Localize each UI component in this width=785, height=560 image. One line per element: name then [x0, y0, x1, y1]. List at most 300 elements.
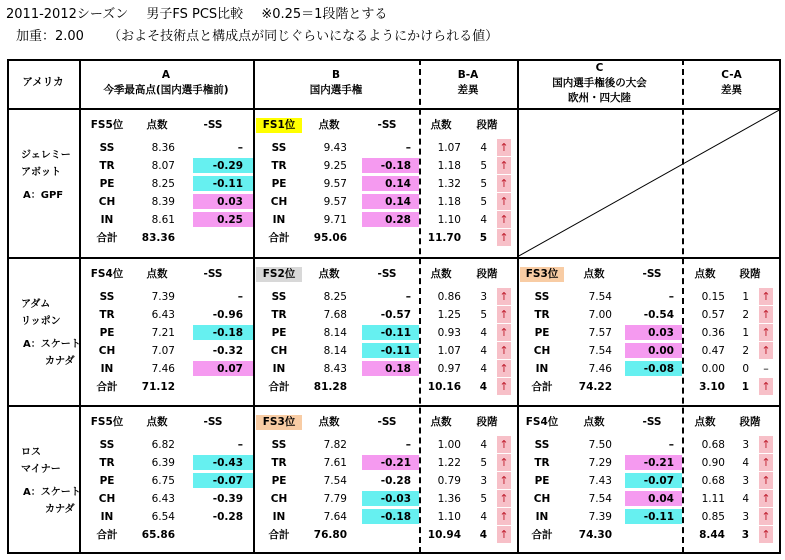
col-ca-letter: C-A: [721, 69, 742, 81]
ss-col-header: -SS: [642, 268, 662, 280]
b-ss: [361, 526, 411, 544]
ss-col-header: -SS: [377, 119, 397, 131]
ca-arrow: ↑: [759, 324, 773, 341]
b-score: 9.25: [323, 160, 347, 172]
ba-arrow: ↑: [497, 157, 511, 174]
steps-col-header: 段階: [476, 268, 498, 280]
ba-diff: 1.32: [437, 178, 461, 190]
ba-diff: 0.93: [437, 327, 461, 339]
row-label: SS: [534, 291, 550, 303]
col-a-letter: A: [161, 69, 171, 81]
ca-steps: 4: [742, 493, 749, 505]
b-ss: -0.03: [380, 493, 411, 505]
b-ss: [361, 378, 411, 396]
rank-label: FS3位: [262, 416, 296, 428]
a-score: 7.46: [151, 363, 175, 375]
row-label: 合計: [531, 529, 553, 541]
b-ss: -0.11: [380, 345, 411, 357]
ca-arrow: ↑: [759, 306, 773, 323]
score-col-header: 点数: [430, 268, 452, 280]
ba-diff: 10.16: [427, 381, 461, 393]
c-score: 7.46: [588, 363, 612, 375]
ca-arrow: ↑: [759, 342, 773, 359]
a-ss: -0.32: [212, 345, 243, 357]
b-ss: -0.18: [380, 160, 411, 172]
row-label: PE: [271, 178, 287, 190]
row-label: PE: [99, 475, 115, 487]
a-score: 8.07: [151, 160, 175, 172]
ba-diff: 1.07: [437, 142, 461, 154]
ba-arrow: ↑: [497, 342, 511, 359]
c-score: 74.22: [578, 381, 612, 393]
ba-steps: 4: [480, 363, 487, 375]
score-col-header: 点数: [583, 268, 605, 280]
score-col-header: 点数: [430, 119, 452, 131]
c-score: 7.43: [588, 475, 612, 487]
skater-affiliation-line2: カナダ: [45, 504, 75, 515]
b-score: 95.06: [313, 232, 347, 244]
col-c-title1: 国内選手権後の大会: [552, 77, 647, 89]
a-ss: -0.07: [212, 475, 243, 487]
ba-steps: 4: [480, 345, 487, 357]
c-score: 7.00: [588, 309, 612, 321]
row-label: IN: [272, 363, 286, 375]
b-ss: 0.14: [385, 196, 411, 208]
ba-diff: 1.10: [437, 214, 461, 226]
a-score: 83.36: [141, 232, 175, 244]
skater-name-line1: ジェレミー: [21, 150, 71, 161]
b-ss: -0.18: [380, 511, 411, 523]
c-ss: [624, 378, 674, 396]
ca-steps: 2: [742, 345, 749, 357]
b-ss: -0.28: [380, 475, 411, 487]
weight-note: （およそ技術点と構成点が同じぐらいになるようにかけられる値）: [108, 29, 499, 44]
ba-steps: 3: [480, 291, 487, 303]
score-col-header: 点数: [146, 119, 168, 131]
row-label: PE: [99, 178, 115, 190]
c-score: 7.54: [588, 345, 612, 357]
a-ss: 0.03: [217, 196, 243, 208]
a-ss: -0.43: [212, 457, 243, 469]
ca-diff: 0.85: [701, 511, 725, 523]
page-title: [6, 3, 401, 22]
c-score: 7.54: [588, 291, 612, 303]
b-score: 9.57: [323, 196, 347, 208]
row-label: SS: [271, 291, 287, 303]
row-label: 合計: [531, 381, 553, 393]
rank-label: FS4位: [525, 416, 559, 428]
row-label: PE: [534, 327, 550, 339]
b-ss: -0.11: [380, 327, 411, 339]
a-ss: -0.18: [212, 327, 243, 339]
col-c-title2: 欧州・四大陸: [568, 92, 631, 104]
skater-name-line2: マイナー: [21, 464, 61, 475]
ba-diff: 0.97: [437, 363, 461, 375]
ba-arrow: ↑: [497, 288, 511, 305]
ba-steps: 4: [480, 439, 487, 451]
ca-steps: 4: [742, 457, 749, 469]
a-ss: -0.39: [212, 493, 243, 505]
row-label: CH: [98, 196, 116, 208]
row-label: CH: [98, 493, 116, 505]
b-ss: –: [405, 291, 411, 303]
ca-arrow: ↑: [759, 472, 773, 489]
c-ss: -0.08: [643, 363, 674, 375]
score-col-header: 点数: [146, 268, 168, 280]
ca-steps: 1: [741, 381, 749, 393]
steps-col-header: 段階: [476, 416, 498, 428]
ba-arrow: ↑: [497, 360, 511, 377]
b-score: 7.82: [323, 439, 347, 451]
a-ss: 0.07: [217, 363, 243, 375]
ba-steps: 4: [480, 214, 487, 226]
steps-col-header: 段階: [739, 416, 761, 428]
b-score: 7.68: [323, 309, 347, 321]
ba-steps: 3: [480, 475, 487, 487]
a-score: 65.86: [141, 529, 175, 541]
ba-arrow: ↑: [497, 193, 511, 210]
ca-arrow: ↑: [759, 378, 773, 395]
row-label: SS: [534, 439, 550, 451]
ca-diff: 0.36: [701, 327, 725, 339]
b-ss: 0.14: [385, 178, 411, 190]
a-ss: –: [237, 439, 243, 451]
ca-steps: 0: [742, 363, 749, 375]
steps-col-header: 段階: [476, 119, 498, 131]
ca-arrow: ↑: [759, 436, 773, 453]
ba-diff: 1.10: [437, 511, 461, 523]
skater-affiliation-line1: A：スケート: [23, 339, 81, 350]
row-label: IN: [100, 214, 114, 226]
row-label: PE: [271, 475, 287, 487]
ca-steps: 3: [741, 529, 749, 541]
col-a-title: 今季最高点(国内選手権前): [103, 84, 229, 96]
step-note: ※0.25＝1段階とする: [261, 7, 388, 22]
b-score: 8.14: [323, 327, 347, 339]
score-col-header: 点数: [318, 119, 340, 131]
skater-name-line2: リッポン: [21, 316, 61, 327]
ca-diff: 0.47: [701, 345, 725, 357]
b-score: 9.71: [323, 214, 347, 226]
a-ss: -0.96: [212, 309, 243, 321]
rank-label: FS5位: [90, 119, 124, 131]
ba-arrow: ↑: [497, 211, 511, 228]
row-label: SS: [271, 142, 287, 154]
b-score: 9.57: [323, 178, 347, 190]
ba-steps: 4: [480, 511, 487, 523]
a-score: 6.82: [151, 439, 175, 451]
ca-arrow: ↑: [759, 454, 773, 471]
ca-diff: 8.44: [699, 529, 725, 541]
row-label: SS: [271, 439, 287, 451]
ba-arrow: ↑: [497, 139, 511, 156]
b-score: 8.25: [323, 291, 347, 303]
c-ss: -0.11: [643, 511, 674, 523]
skater-affiliation-line1: A：GPF: [23, 190, 64, 201]
row-label: TR: [271, 457, 287, 469]
a-ss: -0.29: [212, 160, 243, 172]
row-label: CH: [533, 493, 551, 505]
a-ss: –: [237, 291, 243, 303]
c-score: 7.54: [588, 493, 612, 505]
c-score: 74.30: [578, 529, 612, 541]
ca-diff: 0.68: [701, 475, 725, 487]
row-label: SS: [99, 439, 115, 451]
ca-diff: 3.10: [699, 381, 725, 393]
score-col-header: 点数: [694, 416, 716, 428]
ba-steps: 5: [480, 493, 487, 505]
ba-arrow: ↑: [497, 324, 511, 341]
score-col-header: 点数: [146, 416, 168, 428]
ca-diff: 0.00: [701, 363, 725, 375]
score-col-header: 点数: [318, 268, 340, 280]
skater-affiliation-line1: A：スケート: [23, 487, 81, 498]
col-b-title: 国内選手権: [309, 84, 363, 96]
row-label: PE: [534, 475, 550, 487]
c-ss: –: [668, 291, 674, 303]
row-label: CH: [98, 345, 116, 357]
ca-steps: 3: [742, 439, 749, 451]
row-label: IN: [272, 511, 286, 523]
ba-steps: 5: [480, 178, 487, 190]
b-score: 81.28: [313, 381, 347, 393]
steps-col-header: 段階: [739, 268, 761, 280]
ba-steps: 5: [480, 309, 487, 321]
a-score: 8.25: [151, 178, 175, 190]
ba-arrow: ↑: [497, 490, 511, 507]
b-ss: –: [405, 142, 411, 154]
ba-arrow: ↑: [497, 508, 511, 525]
ss-col-header: -SS: [203, 416, 223, 428]
b-ss: 0.18: [385, 363, 411, 375]
score-col-header: 点数: [694, 268, 716, 280]
ba-steps: 5: [480, 457, 487, 469]
ba-steps: 5: [480, 196, 487, 208]
ba-arrow: ↑: [497, 229, 511, 246]
score-col-header: 点数: [318, 416, 340, 428]
row-label: CH: [533, 345, 551, 357]
col-ba-letter: B-A: [457, 69, 479, 81]
ba-steps: 5: [480, 160, 487, 172]
c-ss: 0.00: [648, 345, 674, 357]
skater-name-line1: アダム: [21, 299, 51, 310]
a-score: 6.39: [151, 457, 175, 469]
a-ss: [193, 378, 243, 396]
a-ss: -0.11: [212, 178, 243, 190]
ca-arrow: ↑: [759, 526, 773, 543]
ba-diff: 1.18: [437, 196, 461, 208]
empty-cell-diagonal: [517, 109, 781, 257]
row-label: 合計: [96, 381, 118, 393]
rank-label: FS1位: [262, 119, 296, 131]
a-ss: -0.28: [212, 511, 243, 523]
a-score: 6.43: [151, 493, 175, 505]
ba-steps: 5: [479, 232, 487, 244]
ba-arrow: ↑: [497, 454, 511, 471]
row-label: 合計: [268, 381, 290, 393]
season-label: 2011-2012シーズン: [6, 7, 129, 22]
row-label: TR: [99, 457, 115, 469]
ca-diff: 0.90: [701, 457, 725, 469]
ba-arrow: ↑: [497, 436, 511, 453]
row-label: PE: [271, 327, 287, 339]
row-label: IN: [535, 511, 549, 523]
b-ss: -0.57: [380, 309, 411, 321]
a-score: 71.12: [141, 381, 175, 393]
b-score: 8.43: [323, 363, 347, 375]
c-ss: -0.54: [643, 309, 674, 321]
row-label: TR: [99, 160, 115, 172]
row-label: CH: [270, 196, 288, 208]
category-label: 男子FS PCS比較: [146, 7, 244, 22]
ca-arrow: –: [763, 362, 769, 375]
ca-steps: 2: [742, 309, 749, 321]
c-score: 7.57: [588, 327, 612, 339]
c-ss: -0.21: [643, 457, 674, 469]
row-label: PE: [99, 327, 115, 339]
skater-affiliation-line2: カナダ: [45, 356, 75, 367]
row-label: 合計: [268, 529, 290, 541]
ba-diff: 11.70: [427, 232, 461, 244]
c-score: 7.50: [588, 439, 612, 451]
ca-steps: 1: [742, 291, 749, 303]
a-ss: 0.25: [217, 214, 243, 226]
score-col-header: 点数: [583, 416, 605, 428]
ba-arrow: ↑: [497, 378, 511, 395]
a-score: 6.54: [151, 511, 175, 523]
ba-diff: 1.25: [437, 309, 461, 321]
ca-arrow: ↑: [759, 490, 773, 507]
ss-col-header: -SS: [642, 416, 662, 428]
a-score: 6.43: [151, 309, 175, 321]
row-label: IN: [100, 363, 114, 375]
ba-steps: 4: [479, 381, 487, 393]
ca-steps: 3: [742, 511, 749, 523]
row-label: SS: [99, 142, 115, 154]
ba-diff: 1.00: [437, 439, 461, 451]
ca-arrow: ↑: [759, 508, 773, 525]
ba-diff: 1.07: [437, 345, 461, 357]
row-label: TR: [534, 457, 550, 469]
ba-arrow: ↑: [497, 526, 511, 543]
ba-arrow: ↑: [497, 472, 511, 489]
row-label: IN: [272, 214, 286, 226]
skater-name-line2: アボット: [21, 167, 61, 178]
ss-col-header: -SS: [377, 268, 397, 280]
row-label: TR: [534, 309, 550, 321]
comparison-table: [7, 59, 781, 553]
ca-steps: 3: [742, 475, 749, 487]
b-ss: –: [405, 439, 411, 451]
col-b-letter: B: [331, 69, 340, 81]
row-label: 合計: [268, 232, 290, 244]
b-score: 8.14: [323, 345, 347, 357]
rank-label: FS4位: [90, 268, 124, 280]
a-score: 8.61: [151, 214, 175, 226]
country-header: アメリカ: [22, 76, 64, 88]
b-score: 76.80: [313, 529, 347, 541]
a-ss: [193, 229, 243, 247]
c-ss: 0.03: [648, 327, 674, 339]
ba-diff: 1.18: [437, 160, 461, 172]
col-ca-title: 差異: [721, 84, 742, 96]
a-score: 8.36: [151, 142, 175, 154]
c-ss: [624, 526, 674, 544]
c-score: 7.29: [588, 457, 612, 469]
ba-steps: 4: [480, 327, 487, 339]
ba-arrow: ↑: [497, 175, 511, 192]
rank-label: FS5位: [90, 416, 124, 428]
ba-steps: 4: [480, 142, 487, 154]
c-score: 7.39: [588, 511, 612, 523]
ba-diff: 10.94: [427, 529, 461, 541]
ba-steps: 4: [479, 529, 487, 541]
ca-diff: 0.15: [701, 291, 725, 303]
col-c-letter: C: [595, 62, 604, 74]
a-score: 6.75: [151, 475, 175, 487]
b-ss: [361, 229, 411, 247]
ca-diff: 0.57: [701, 309, 725, 321]
a-score: 7.21: [151, 327, 175, 339]
b-ss: 0.28: [385, 214, 411, 226]
weight-label: 加重：2.00: [16, 29, 84, 44]
ca-diff: 1.11: [701, 493, 725, 505]
ss-col-header: -SS: [377, 416, 397, 428]
row-label: TR: [271, 309, 287, 321]
row-label: CH: [270, 493, 288, 505]
rank-label: FS2位: [262, 268, 296, 280]
b-score: 7.54: [323, 475, 347, 487]
ba-diff: 0.79: [437, 475, 461, 487]
row-label: SS: [99, 291, 115, 303]
row-label: TR: [99, 309, 115, 321]
ss-col-header: -SS: [203, 268, 223, 280]
b-ss: -0.21: [380, 457, 411, 469]
col-ba-title: 差異: [457, 84, 479, 96]
page-subtitle: [16, 25, 518, 44]
ba-diff: 1.36: [437, 493, 461, 505]
row-label: IN: [100, 511, 114, 523]
row-label: IN: [535, 363, 549, 375]
ss-col-header: -SS: [203, 119, 223, 131]
c-ss: -0.07: [643, 475, 674, 487]
a-score: 8.39: [151, 196, 175, 208]
row-label: CH: [270, 345, 288, 357]
ba-diff: 1.22: [437, 457, 461, 469]
c-ss: 0.04: [648, 493, 674, 505]
a-score: 7.07: [151, 345, 175, 357]
b-score: 7.61: [323, 457, 347, 469]
ca-steps: 1: [742, 327, 749, 339]
b-score: 9.43: [323, 142, 347, 154]
b-score: 7.79: [323, 493, 347, 505]
rank-label: FS3位: [525, 268, 559, 280]
row-label: 合計: [96, 232, 118, 244]
row-label: 合計: [96, 529, 118, 541]
c-ss: –: [668, 439, 674, 451]
ca-arrow: ↑: [759, 288, 773, 305]
row-label: TR: [271, 160, 287, 172]
b-score: 7.64: [323, 511, 347, 523]
skater-name-line1: ロス: [21, 447, 41, 458]
ca-diff: 0.68: [701, 439, 725, 451]
ba-diff: 0.86: [437, 291, 461, 303]
a-score: 7.39: [151, 291, 175, 303]
score-col-header: 点数: [430, 416, 452, 428]
a-ss: –: [237, 142, 243, 154]
ba-arrow: ↑: [497, 306, 511, 323]
a-ss: [193, 526, 243, 544]
